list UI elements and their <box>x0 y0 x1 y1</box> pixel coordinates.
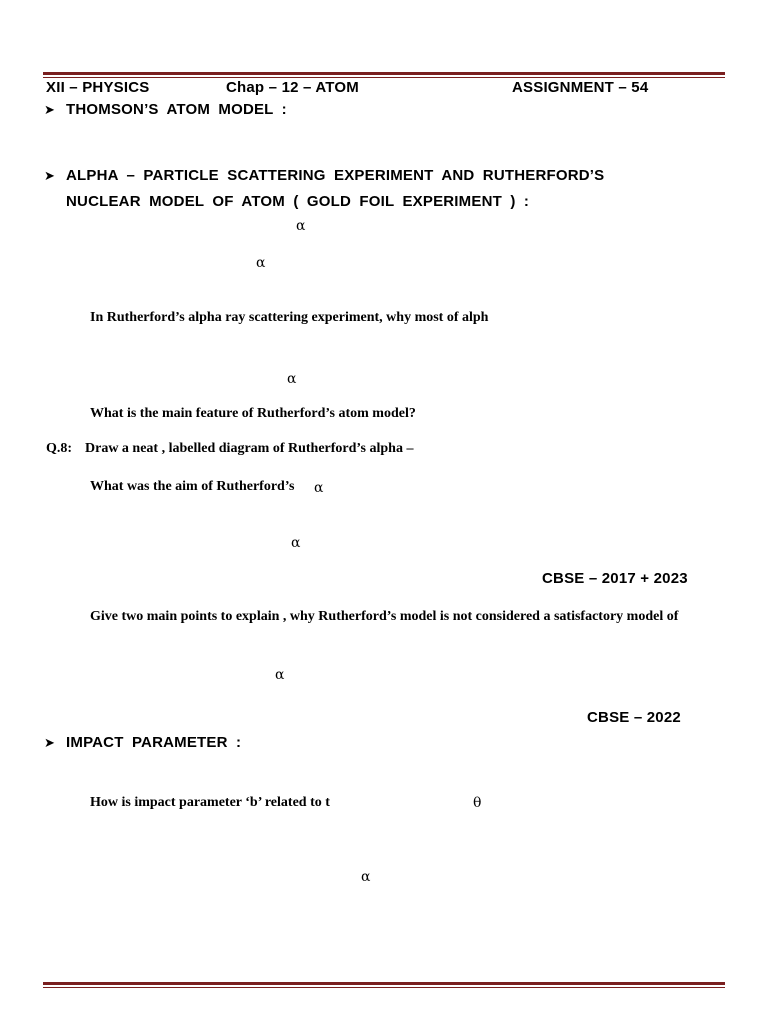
bullet-arrow-icon: ➤ <box>44 736 55 751</box>
section-thomson-heading: THOMSON’S ATOM MODEL : <box>66 101 287 118</box>
alpha-symbol: α <box>314 480 324 496</box>
bullet-arrow-icon: ➤ <box>44 169 55 184</box>
alpha-symbol: α <box>291 535 301 551</box>
question-why-most-alpha: In Rutherford’s alpha ray scattering experiment, why most of alph <box>90 310 489 325</box>
question-two-points: Give two main points to explain , why Rutherford’s model is not considered a satisfactory model of <box>90 609 679 624</box>
theta-symbol: θ <box>473 795 482 811</box>
header-assignment: ASSIGNMENT – 54 <box>512 79 649 96</box>
alpha-symbol: α <box>296 218 306 234</box>
section-alpha-heading-line1: ALPHA – PARTICLE SCATTERING EXPERIMENT AND RUTHERFORD’S <box>66 167 605 184</box>
question-impact-parameter: How is impact parameter ‘b’ related to t <box>90 795 330 810</box>
bottom-rule <box>43 982 725 988</box>
bullet-arrow-icon: ➤ <box>44 103 55 118</box>
alpha-symbol: α <box>287 371 297 387</box>
top-rule <box>43 72 725 78</box>
question-8-label: Q.8: <box>46 441 73 456</box>
question-main-feature: What is the main feature of Rutherford’s atom model? <box>90 406 416 421</box>
alpha-symbol: α <box>256 255 266 271</box>
section-alpha-heading-line2: NUCLEAR MODEL OF ATOM ( GOLD FOIL EXPERIMENT ) : <box>66 193 530 210</box>
question-aim: What was the aim of Rutherford’s <box>90 479 295 494</box>
header-subject: XII – PHYSICS <box>46 79 150 96</box>
section-impact-heading: IMPACT PARAMETER : <box>66 734 242 751</box>
alpha-symbol: α <box>275 667 285 683</box>
alpha-symbol: α <box>361 869 371 885</box>
question-8-text: Draw a neat , labelled diagram of Rutherford’s alpha – <box>85 441 414 456</box>
cbse-tag-2017-2023: CBSE – 2017 + 2023 <box>542 570 688 587</box>
cbse-tag-2022: CBSE – 2022 <box>587 709 681 726</box>
header-chapter: Chap – 12 – ATOM <box>226 79 359 96</box>
